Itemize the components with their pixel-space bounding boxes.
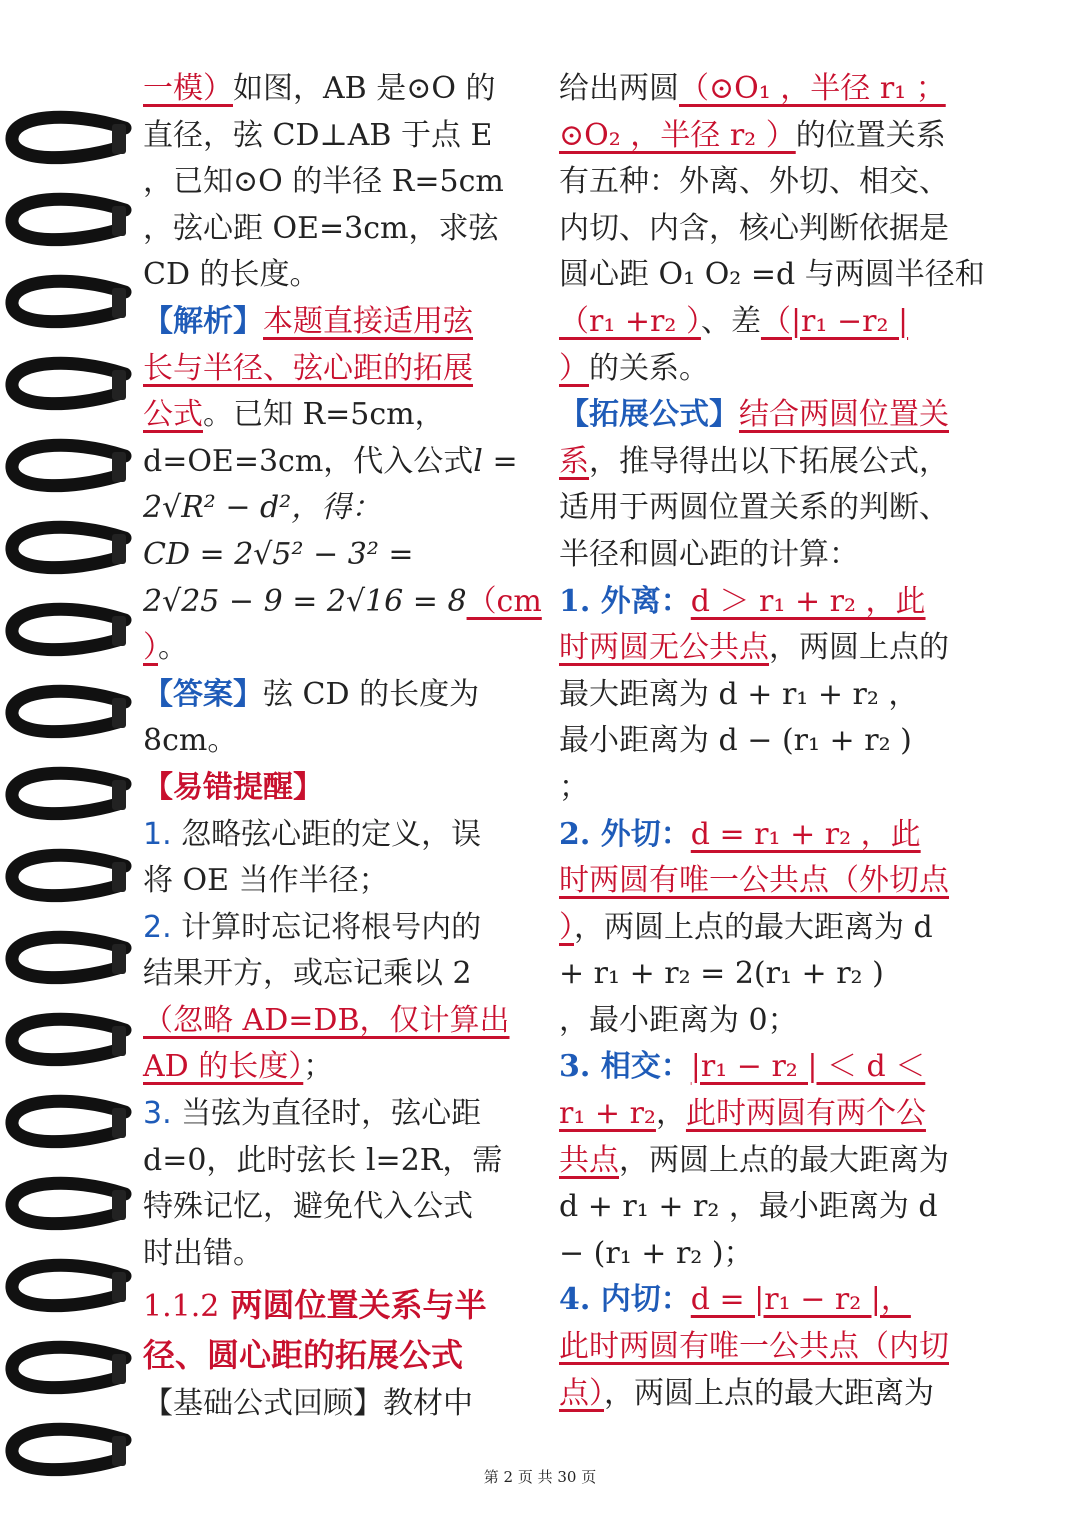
binding-hole: [112, 1026, 126, 1056]
binding-hole: [112, 698, 126, 728]
binding-hole: [112, 1436, 126, 1466]
binding-hole: [112, 370, 126, 400]
tag-answer: 【答案】: [143, 676, 263, 712]
binding-hole: [112, 124, 126, 154]
binding-hole: [112, 452, 126, 482]
tag-extended-formula: 【拓展公式】: [559, 397, 739, 433]
binding-hole: [112, 616, 126, 646]
binding-hole: [112, 780, 126, 810]
binding-hole: [112, 1272, 126, 1302]
section-pitfalls: 【易错提醒】: [143, 769, 323, 805]
tag-analysis: 【解析】: [143, 303, 263, 339]
binding-hole: [112, 1190, 126, 1220]
page-footer: 第 2 页 共 30 页: [483, 1468, 597, 1486]
binding-hole: [112, 288, 126, 318]
spiral-binding: [0, 0, 140, 1500]
section-heading: 两圆位置关系与半: [219, 1286, 487, 1325]
binding-hole: [112, 206, 126, 236]
binding-hole: [112, 862, 126, 892]
left-column: 一模）如图，AB 是⊙O 的 直径，弦 CD⊥AB 于点 E ，已知⊙O 的半径 R=5cm ，弦心距 OE=3cm，求弦 CD 的长度。 【解析】本题直接适用弦 长与半径、弦心距的拓展 公式。已知 R=5cm， d=OE=3cm，代入公式𝑙 = 2√R² − d²，得： CD = 2√5² − 3² = 2√25 − 9 = 2√16 = 8（cm ）。 【答案】弦 CD 的长度为 8cm。 【易错提醒】 1. 忽略弦心距的定义，误 将 OE 当作半径； 2. 计算时忘记将根号内的 结果开方，或忘记乘以 2 （忽略 AD=DB，仅计算出 AD 的长度）； 3. 当弦为直径时，弦心距 d=0，此时弦长 l=2R，需 特殊记忆，避免代入公式 时出错。 1.1.2 两圆位置关系与半 径、圆心距的拓展公式 【基础公式回顾】教材中: [143, 71, 542, 1422]
binding-hole: [112, 534, 126, 564]
binding-hole: [112, 1108, 126, 1138]
binding-hole: [112, 944, 126, 974]
right-column: 给出两圆（⊙O₁ ，半径 r₁ ； ⊙O₂ ，半径 r₂ ）的位置关系 有五种：外离、外切、相交、 内切、内含，核心判断依据是 圆心距 O₁ O₂ =d 与两圆半径和 （r₁ +r₂ ）、差（|r₁ −r₂ | ）的关系。 【拓展公式】结合两圆位置关 系，推导得出以下拓展公式， 适用于两圆位置关系的判断、 半径和圆心距的计算： 1. 外离：d ＞ r₁ + r₂ ，此 时两圆无公共点，两圆上点的 最大距离为 d + r₁ + r₂ ， 最小距离为 d − (r₁ + r₂ ) ； 2. 外切：d = r₁ + r₂ ，此 时两圆有唯一公共点（外切点 ），两圆上点的最大距离为 d + r₁ + r₂ = 2(r₁ + r₂ ) ，最小距离为 0； 3. 相交：|r₁ − r₂ | ＜ d ＜ r₁ + r₂，此时两圆有两个公 共点，两圆上点的最大距离为 d + r₁ + r₂ ，最小距离为 d − (r₁ + r₂ )； 4. 内切：d = |r₁ − r₂ |， 此时两圆有唯一公共点（内切 点），两圆上点的最大距离为: [559, 71, 985, 1411]
binding-hole: [112, 1354, 126, 1384]
